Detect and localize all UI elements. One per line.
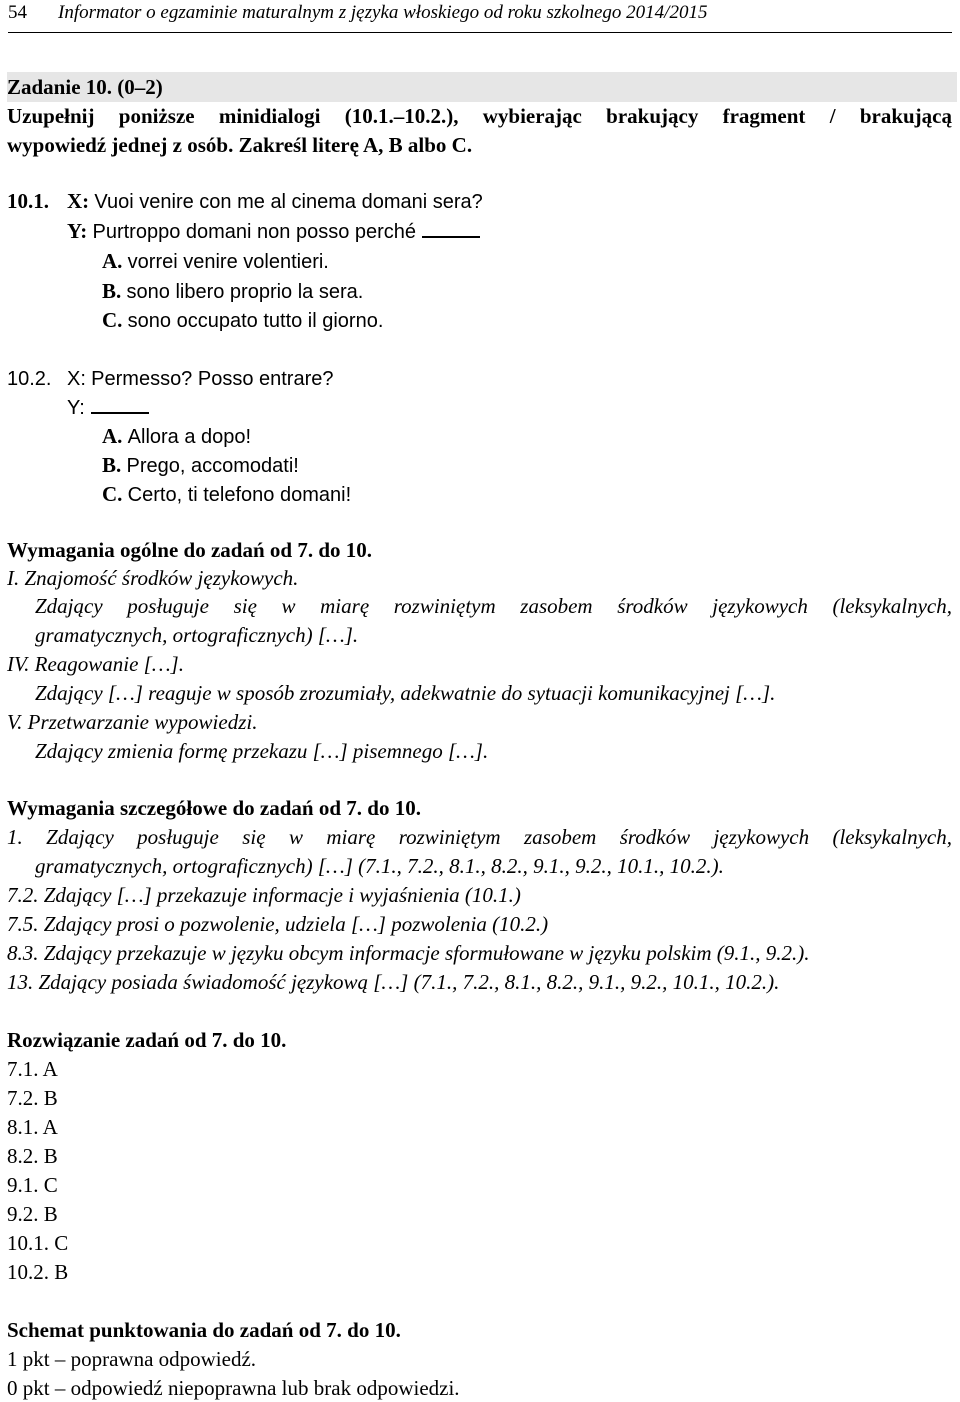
task-title: Zadanie 10. (0–2) (7, 75, 163, 99)
specific-req-line: 7.2. Zdający […] przekazuje informacje i wyjaśnienia (10.1.) (7, 883, 521, 907)
specific-req-line: 8.3. Zdający przekazuje w języku obcym informacje sformułowane w języku polskim (9.1., 9.2.). (7, 941, 810, 965)
task-instruction-1: Uzupełnij poniższe minidialogi (10.1.–10.2.), wybierając brakujący fragment / brakującą (7, 104, 952, 128)
solutions-title: Rozwiązanie zadań od 7. do 10. (7, 1028, 287, 1052)
specific-req-line: 7.5. Zdający prosi o pozwolenie, udziela […] pozwolenia (10.2.) (7, 912, 549, 936)
scoring-title: Schemat punktowania do zadań od 7. do 10. (7, 1318, 401, 1342)
dialog1-y-line: Y: Purtroppo domani non posso perché (67, 217, 480, 246)
dialog1-number: 10.1. (7, 189, 49, 213)
scoring-line: 1 pkt – poprawna odpowiedź. (7, 1347, 257, 1371)
general-req-line: I. Znajomość środków językowych. (7, 566, 299, 590)
task-instruction-2: wypowiedź jednej z osób. Zakreśl literę A, B albo C. (7, 133, 473, 157)
dialog1-x-line: X: Vuoi venire con me al cinema domani sera? (67, 189, 483, 213)
dialog2-option-a[interactable]: A. Allora a dopo! (102, 424, 252, 448)
specific-req-line: 13. Zdający posiada świadomość językową […] (7.1., 7.2., 8.1., 8.2., 9.1., 9.2., 10.1., 10.2.). (7, 970, 780, 994)
general-req-line: V. Przetwarzanie wypowiedzi. (7, 710, 258, 734)
scoring-line: 0 pkt – odpowiedź niepoprawna lub brak odpowiedzi. (7, 1376, 460, 1400)
running-header (8, 0, 952, 33)
general-req-line: Zdający posługuje się w miarę rozwiniętym zasobem środków językowych (leksykalnych, (35, 594, 952, 618)
general-requirements-title: Wymagania ogólne do zadań od 7. do 10. (7, 538, 373, 562)
dialog2-y-line: Y: (67, 393, 149, 422)
specific-req-line: gramatycznych, ortograficznych) […] (7.1., 7.2., 8.1., 8.2., 9.1., 9.2., 10.1., 10.2.). (35, 854, 724, 878)
general-req-line: Zdający zmienia formę przekazu […] pisemnego […]. (35, 739, 489, 763)
answer-blank (91, 411, 149, 414)
dialog2-option-c[interactable]: C. Certo, ti telefono domani! (102, 482, 352, 506)
solution-item: 10.1. C (7, 1231, 69, 1255)
solution-item: 9.2. B (7, 1202, 58, 1226)
specific-req-line: 1. Zdający posługuje się w miarę rozwiniętym zasobem środków językowych (leksykalnych, (7, 825, 952, 849)
answer-blank (422, 235, 480, 238)
dialog2-number: 10.2. (7, 368, 52, 390)
dialog1-option-b[interactable]: B. sono libero proprio la sera. (102, 279, 364, 303)
page-number: 54 (8, 2, 27, 23)
solution-item: 8.2. B (7, 1144, 58, 1168)
solution-item: 10.2. B (7, 1260, 69, 1284)
specific-requirements-title: Wymagania szczegółowe do zadań od 7. do 10. (7, 796, 421, 820)
solution-item: 7.1. A (7, 1057, 58, 1081)
solution-item: 8.1. A (7, 1115, 58, 1139)
general-req-line: gramatycznych, ortograficznych) […]. (35, 623, 359, 647)
dialog1-option-a[interactable]: A. vorrei venire volentieri. (102, 249, 329, 273)
general-req-line: Zdający […] reaguje w sposób zrozumiały, adekwatnie do sytuacji komunikacyjnej […]. (35, 681, 776, 705)
dialog1-option-c[interactable]: C. sono occupato tutto il giorno. (102, 308, 384, 332)
solution-item: 7.2. B (7, 1086, 58, 1110)
general-req-line: IV. Reagowanie […]. (7, 652, 184, 676)
running-title: Informator o egzaminie maturalnym z języka włoskiego od roku szkolnego 2014/2015 (58, 2, 708, 23)
dialog2-option-b[interactable]: B. Prego, accomodati! (102, 453, 299, 477)
dialog2-x-line: X: Permesso? Posso entrare? (67, 368, 334, 390)
solution-item: 9.1. C (7, 1173, 58, 1197)
